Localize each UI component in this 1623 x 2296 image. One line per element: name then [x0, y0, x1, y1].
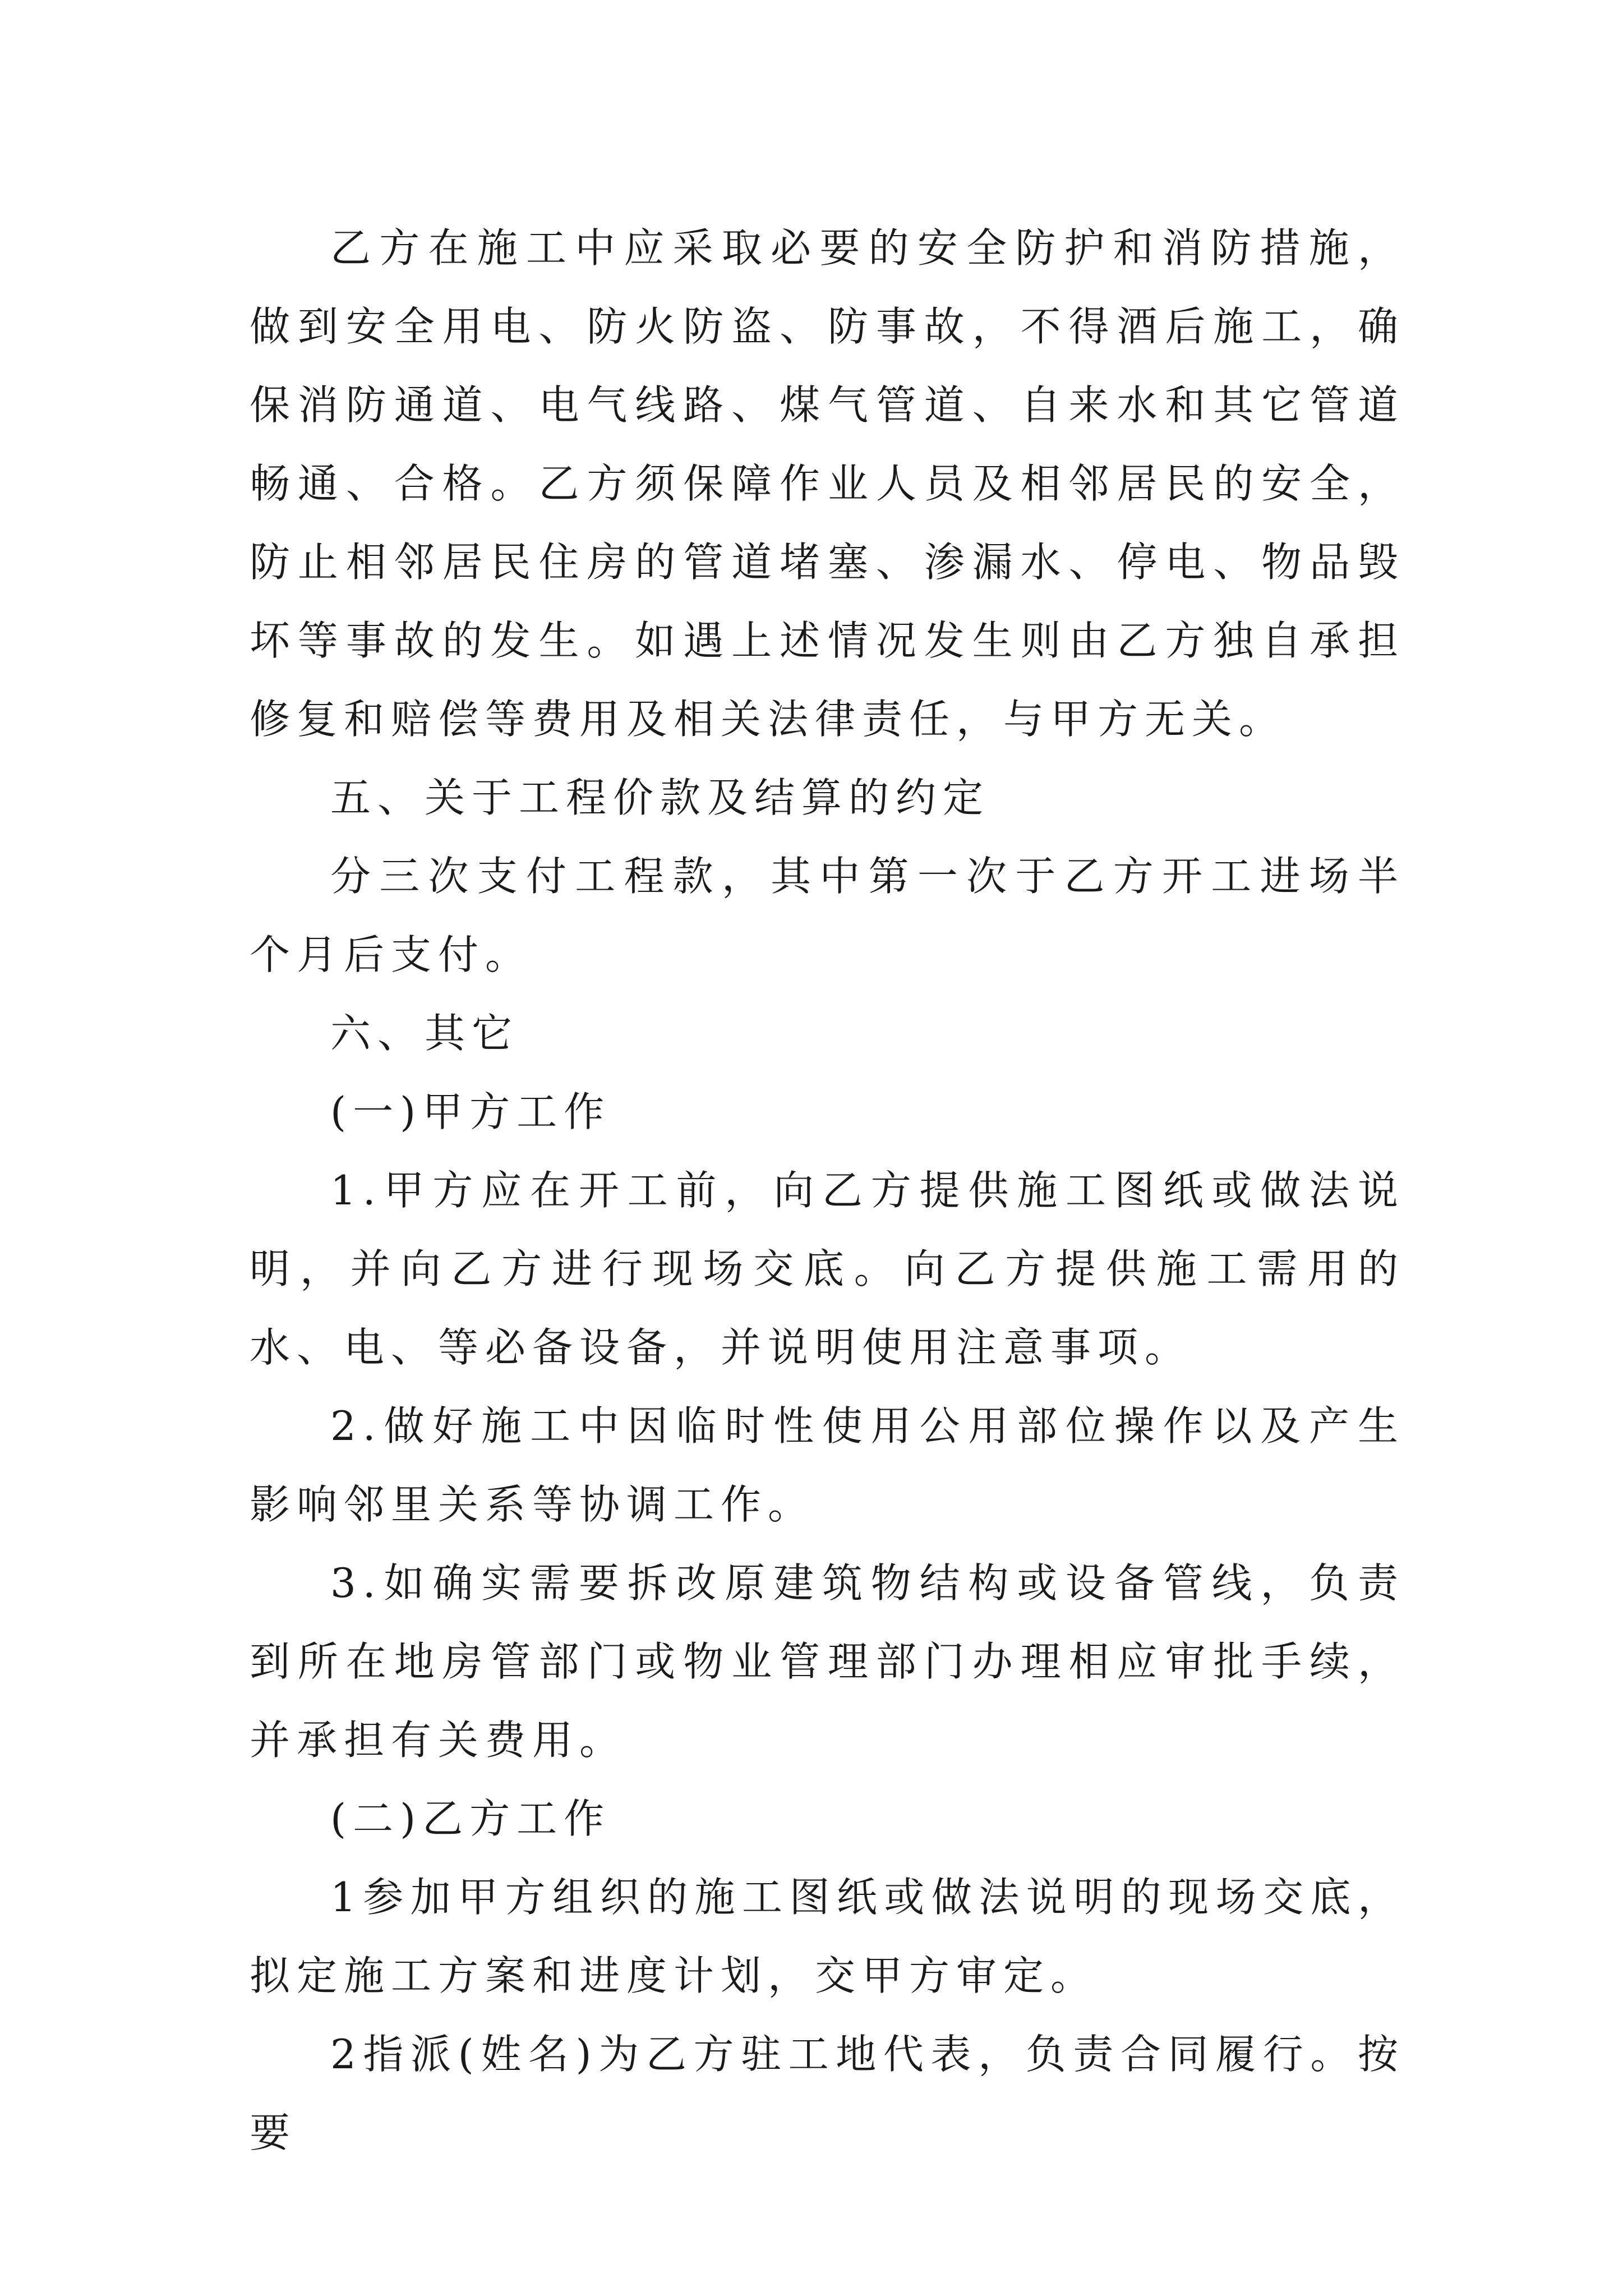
subheading-party-b-work: (二)乙方工作: [330, 1795, 611, 1842]
paragraph-party-a-item-2: 2.做好施工中因临时性使用公用部位操作以及产生影响邻里关系等协调工作。: [250, 1402, 1405, 1528]
paragraph-safety-measures: 乙方在施工中应采取必要的安全防护和消防措施，做到安全用电、防火防盗、防事故，不得酒后施工，确保消防通道、电气线路、煤气管道、自来水和其它管道畅通、合格。乙方须保障作业人员及相邻居民的安全，防止相邻居民住房的管道堵塞、渗漏水、停电、物品毁坏等事故的发生。如遇上述情况发生则由乙方独自承担修复和赔偿等费用及相关法律责任，与甲方无关。: [250, 224, 1405, 743]
document-body: [250, 209, 1405, 2172]
paragraph-party-b-item-2: 2指派(姓名)为乙方驻工地代表，负责合同履行。按要: [250, 2031, 1405, 2156]
paragraph-party-a-item-1: 1.甲方应在开工前，向乙方提供施工图纸或做法说明，并向乙方进行现场交底。向乙方提供施工需用的水、电、等必备设备，并说明使用注意事项。: [250, 1167, 1405, 1371]
subheading-party-a-work: (一)甲方工作: [330, 1088, 611, 1135]
paragraph-party-b-item-1: 1参加甲方组织的施工图纸或做法说明的现场交底，拟定施工方案和进度计划，交甲方审定。: [250, 1874, 1405, 1999]
section-heading-payment: 五、关于工程价款及结算的约定: [330, 774, 990, 821]
paragraph-party-a-item-3: 3.如确实需要拆改原建筑物结构或设备管线，负责到所在地房管部门或物业管理部门办理相应审批手续，并承担有关费用。: [250, 1559, 1405, 1764]
section-heading-other: 六、其它: [330, 1010, 519, 1057]
paragraph-payment-terms: 分三次支付工程款，其中第一次于乙方开工进场半个月后支付。: [250, 853, 1405, 978]
